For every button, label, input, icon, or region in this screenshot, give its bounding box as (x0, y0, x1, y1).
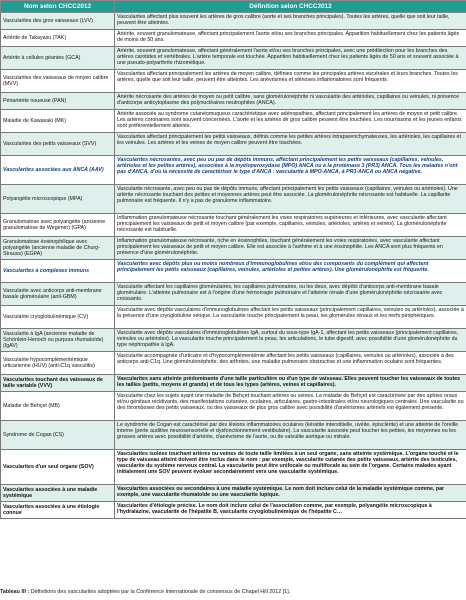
vasculitis-definition-cell: Vascularite nécrosante, avec peu ou pas de dépôts immuns, affectant principalement les petits vaisseaux (capillaires, veinules ou artérioles). Une artérite nécrosante touchant des petites et moyennes artères peut être associée. La glomérulonéphrite nécrosante est habituelle. La capillarite pulmonaire est fréquente. Il n'y a pas de granulome inflammatoire. (115, 185, 466, 214)
table-row (1, 450, 466, 485)
vasculitis-definition-cell: Vascularites avec dépôts plus ou moins nombreux d'immunoglobulines et/ou des composants du complément qui affectent principalement les petits vaisseaux (capillaires, veinules, artérioles et petites artères). Une glomérulonéphrite est fréquente. (115, 260, 466, 283)
vasculitis-definition-cell: Vascularites d'étiologie précise. Le nom doit inclure celui de l'association comme, par exemple, polyangéite microscopique à l'hydralazine, vascularite de l'hépatite B, vascularite cryoglobulinémique de l'hépatite C… (115, 502, 466, 519)
table-row (1, 133, 466, 156)
vasculitis-name-cell: Vascularite hypocomplémentémique urticarienne (HUV) (anti-C1q vasculitis) (1, 352, 115, 375)
table-row (1, 70, 466, 93)
column-header-definition: Définition selon CHCC2012 (115, 1, 466, 13)
table-row (1, 47, 466, 70)
vasculitis-definition-cell: Vascularite affectant les capillaires glomérulaires, les capillaires pulmonaires, ou les deux, avec dépôts d'anticorps anti-membrane basale glomérulaire. L'atteinte pulmonaire est à l'origine d'une hémorragie pulmonaire et l'atteinte rénale d'une glomérulonéphrite nécrosante avec croissants. (115, 283, 466, 306)
table-header-row (1, 1, 466, 13)
vasculitis-definition-cell: Vascularite avec dépôts vasculaires d'immunoglobulines affectant les petits vaisseaux (principalement capillaires, veinules ou artérioles), associée à la présence d'une cryoglobuline sérique. La vascularite touche principalement la peau, les glomérules rénaux et les nerfs périphériques. (115, 306, 466, 329)
vasculitis-name-cell: Maladie de Kawasaki (MK) (1, 110, 115, 133)
vasculitis-name-cell: Artérite de Takayasu (TAK) (1, 30, 115, 47)
table-row (1, 502, 466, 519)
vasculitis-definition-cell: Vascularite avec dépôts vasculaires d'immunoglobulines IgA, surtout du sous-type IgA-1, affectant les petits vaisseaux (principalement capillaires, veinules ou artérioles). La vascularite touche principalement la peau, les articulations, le tube digestif, avec possibilité d'une glomérulonéphrite du type néphropathie à IgA. (115, 329, 466, 352)
vasculitis-name-cell: Vascularite cryoglobulinémique (CV) (1, 306, 115, 329)
table-row (1, 260, 466, 283)
vasculitis-name-cell: Syndrome de Cogan (CS) (1, 421, 115, 450)
vasculitis-name-cell: Vascularites associées aux ANCA (AAV) (1, 156, 115, 185)
table-row (1, 352, 466, 375)
table-row (1, 214, 466, 237)
vasculitis-name-cell: Vascularites associées à une maladie systémique (1, 485, 115, 502)
vasculitis-name-cell: Vascularites à complexes immuns (1, 260, 115, 283)
vasculitis-name-cell: Vascularite avec anticorps anti-membrane basale glomérulaire (anti-GBM) (1, 283, 115, 306)
table-row (1, 156, 466, 185)
table-row (1, 110, 466, 133)
vasculitis-name-cell: Granulomatose éosinophilique avec polyangéite (ancienne maladie de Churg-Strauss) (EGPA) (1, 237, 115, 260)
table-row (1, 237, 466, 260)
vasculitis-definition-cell: Vascularites affectant principalement les artères de moyen calibre, définies comme les principales artères viscérales et leurs branches. Toutes les artères, quelle que soit leur taille, peuvent être atteintes. Les anévrismes et sténoses inflammatoires sont fréquents. (115, 70, 466, 93)
vasculitis-definition-cell: Vascularites associées ou secondaires à une maladie systémique. Le nom doit inclure celui de la maladie systémique comme, par exemple, une vascularite rhumatoïde ou une vascularite lupique. (115, 485, 466, 502)
vasculitis-definition-cell: Inflammation granulomateuse nécrosante, riche en éosinophiles, touchant généralement les voies respiratoires, avec vascularite affectant principalement les vaisseaux de petit et moyen calibre. Elle est associée à l'asthme et à une éosinophilie. Les ANCA sont plus fréquents en présence d'une glomérulonéphrite. (115, 237, 466, 260)
vasculitis-definition-cell: Vascularites affectant principalement les petits vaisseaux, définis comme les petites artères intraparenchymateuses, les artérioles, les capillaires et les veinules. Les artères et les veines de moyen calibre peuvent être touchées. (115, 133, 466, 156)
vasculitis-name-cell: Vascularites touchant des vaisseaux de taille variable (VVV) (1, 375, 115, 392)
vasculitis-name-cell: Vascularites associées à une étiologie connue (1, 502, 115, 519)
table-row (1, 283, 466, 306)
vasculitis-name-cell: Granulomatose avec polyangéite (ancienne granulomatose de Wegener) (GPA) (1, 214, 115, 237)
vasculitis-name-cell: Vascularites d'un seul organe (SOV) (1, 450, 115, 485)
column-header-name: Nom selon CHCC2012 (1, 1, 115, 13)
vasculitis-name-cell: Vascularites des petits vaisseaux (SVV) (1, 133, 115, 156)
table-row (1, 375, 466, 392)
table-row (1, 329, 466, 352)
table-row (1, 485, 466, 502)
vasculitis-definition-cell: Vascularites affectant plus souvent les artères de gros calibre (aorte et ses branches principales). Toutes les artères, quelle que soit leur taille, peuvent être atteintes. (115, 13, 466, 30)
table-row (1, 185, 466, 214)
vasculitis-name-cell: Maladie de Behçet (MB) (1, 392, 115, 421)
vasculitis-name-cell: Vascularite à IgA (ancienne maladie de Schönlein-Henoch ou purpura rhumatoïde) (IgAV) (1, 329, 115, 352)
vasculitis-name-cell: Artérite à cellules géantes (GCA) (1, 47, 115, 70)
table-row (1, 30, 466, 47)
table-row (1, 306, 466, 329)
vasculitis-definition-cell: Artérite associée au syndrome cutanéomuqueux caractéristique avec adénopathies, affectant principalement les artères de moyen et petit calibre. Les artères coronaires sont souvent concernées. L'aorte et les artères de gros calibre peuvent être touchées. Les nourrissons et les jeunes enfants sont préférentiellement atteints. (115, 110, 466, 133)
vasculitis-definition-cell: Vascularites sans atteinte prédominante d'une taille particulière ou d'un type de vaisseau. Elles peuvent toucher les vaisseaux de toutes les tailles (petits, moyens et grands) et de tous les types (artères, veines et capillaires). (115, 375, 466, 392)
vasculitis-definition-cell: Vascularites nécrosantes, avec peu ou pas de dépôts immuns, affectant principalement les petits vaisseaux (capillaires, veinules, artérioles et les petites artères), associées à la myéloperoxydase (MPO) ANCA ou à la protéinase 3 (PR3) ANCA. Tous les malades n'ont pas d'ANCA, d'où la nécessité de caractériser le type d'ANCA : vascularite à MPO-ANCA, à PR3-ANCA ou ANCA négative. (115, 156, 466, 185)
caption-text: Définitions des vascularites adoptées par la Conférence internationale de consensus de Chapel Hill 2012 [1]. (30, 589, 291, 595)
vasculitis-definition-cell: Inflammation granulomateuse nécrosante touchant généralement les voies respiratoires supérieures et inférieures, avec vascularite affectant principalement les vaisseaux de petit et moyen calibre (par exemple, capillaires, veinules, artérioles, artères et veines). La glomérulonéphrite nécrosante est habituelle. (115, 214, 466, 237)
table-row (1, 93, 466, 110)
table-row (1, 392, 466, 421)
vasculitis-definition-cell: Le syndrome de Cogan est caractérisé par des lésions inflammatoires oculaires (kératite interstitielle, uvéite, épisclérite) et une atteinte de l'oreille interne (perte auditive neurosensorielle et dysfonctionnement vestibulaire). La vascularite associée peut toucher les petites, les moyennes ou les grosses artères avec possibilité d'artérite, d'anévrisme de l'aorte, ou de valvulite aortique ou mitrale. (115, 421, 466, 450)
table-row (1, 13, 466, 30)
vasculitis-definition-cell: Artérite, souvent granulomateuse, affectant principalement l'aorte et/ou ses branches principales. Apparition habituellement chez les patients âgés de moins de 50 ans. (115, 30, 466, 47)
vasculitis-definition-cell: Vascularite chez les sujets ayant une maladie de Behçet touchant artères ou veines. La maladie de Behçet est caractérisée par des aphtes oraux et/ou génitaux récidivants, des manifestations cutanées, oculaires, articulaires, gastro-intestinales et/ou neurologiques centrales. Une vascularite ou des thromboses des petits vaisseaux, ou des vaisseaux de plus gros calibre avec possibilité d'anévrismes artériels est également présente. (115, 392, 466, 421)
vasculitis-name-cell: Périartérite noueuse (PAN) (1, 93, 115, 110)
vasculitis-definition-cell: Artérite nécrosante des artères de moyen ou petit calibre, sans glomérulonéphrite ni vascularite des artérioles, capillaires ou veinules, ni présence d'anticorps anticytoplasme des polynucléaires neutrophiles (ANCA). (115, 93, 466, 110)
vasculitis-definition-cell: Vascularite accompagnée d'urticaire et d'hypocomplémentémie affectant les petits vaisseaux (capillaires, veinules ou artérioles), associée à des anticorps anti-C1q. Une glomérulonéphrite, des arthrites, une maladie pulmonaire obstructive et une inflammation oculaire sont fréquentes. (115, 352, 466, 375)
table-row (1, 421, 466, 450)
vasculitis-definition-cell: Artérite, souvent granulomateuse, affectant généralement l'aorte et/ou ses branches principales, avec une prédilection pour les branches des artères carotides et vertébrales. L'artère temporale est touchée. Apparition habituellement chez les patients âgés de 50 ans et souvent associée à une pseudo-polyarthrite rhizomélique. (115, 47, 466, 70)
vasculitis-name-cell: Vascularites des gros vaisseaux (LVV) (1, 13, 115, 30)
table-body (1, 13, 466, 519)
table-caption (0, 589, 466, 596)
caption-label: Tableau III : (0, 589, 30, 595)
vasculitis-name-cell: Polyangéite microscopique (MPA) (1, 185, 115, 214)
vasculitis-name-cell: Vascularites des vaisseaux de moyen calibre (MVV) (1, 70, 115, 93)
vasculitis-definition-cell: Vascularites isolées touchant artères ou veines de toute taille limitées à un seul organe, sans atteinte systémique. L'organe touché et le type de vaisseau atteint doivent être inclus dans le nom : par exemple, vascularite cutanée des petits vaisseaux, artérite des testicules, vascularite du système nerveux central. La vascularite peut être unifocale ou multifocale au sein de l'organe. Certains malades ayant initialement une SOV peuvent évoluer secondairement vers une vascularite systémique. (115, 450, 466, 485)
